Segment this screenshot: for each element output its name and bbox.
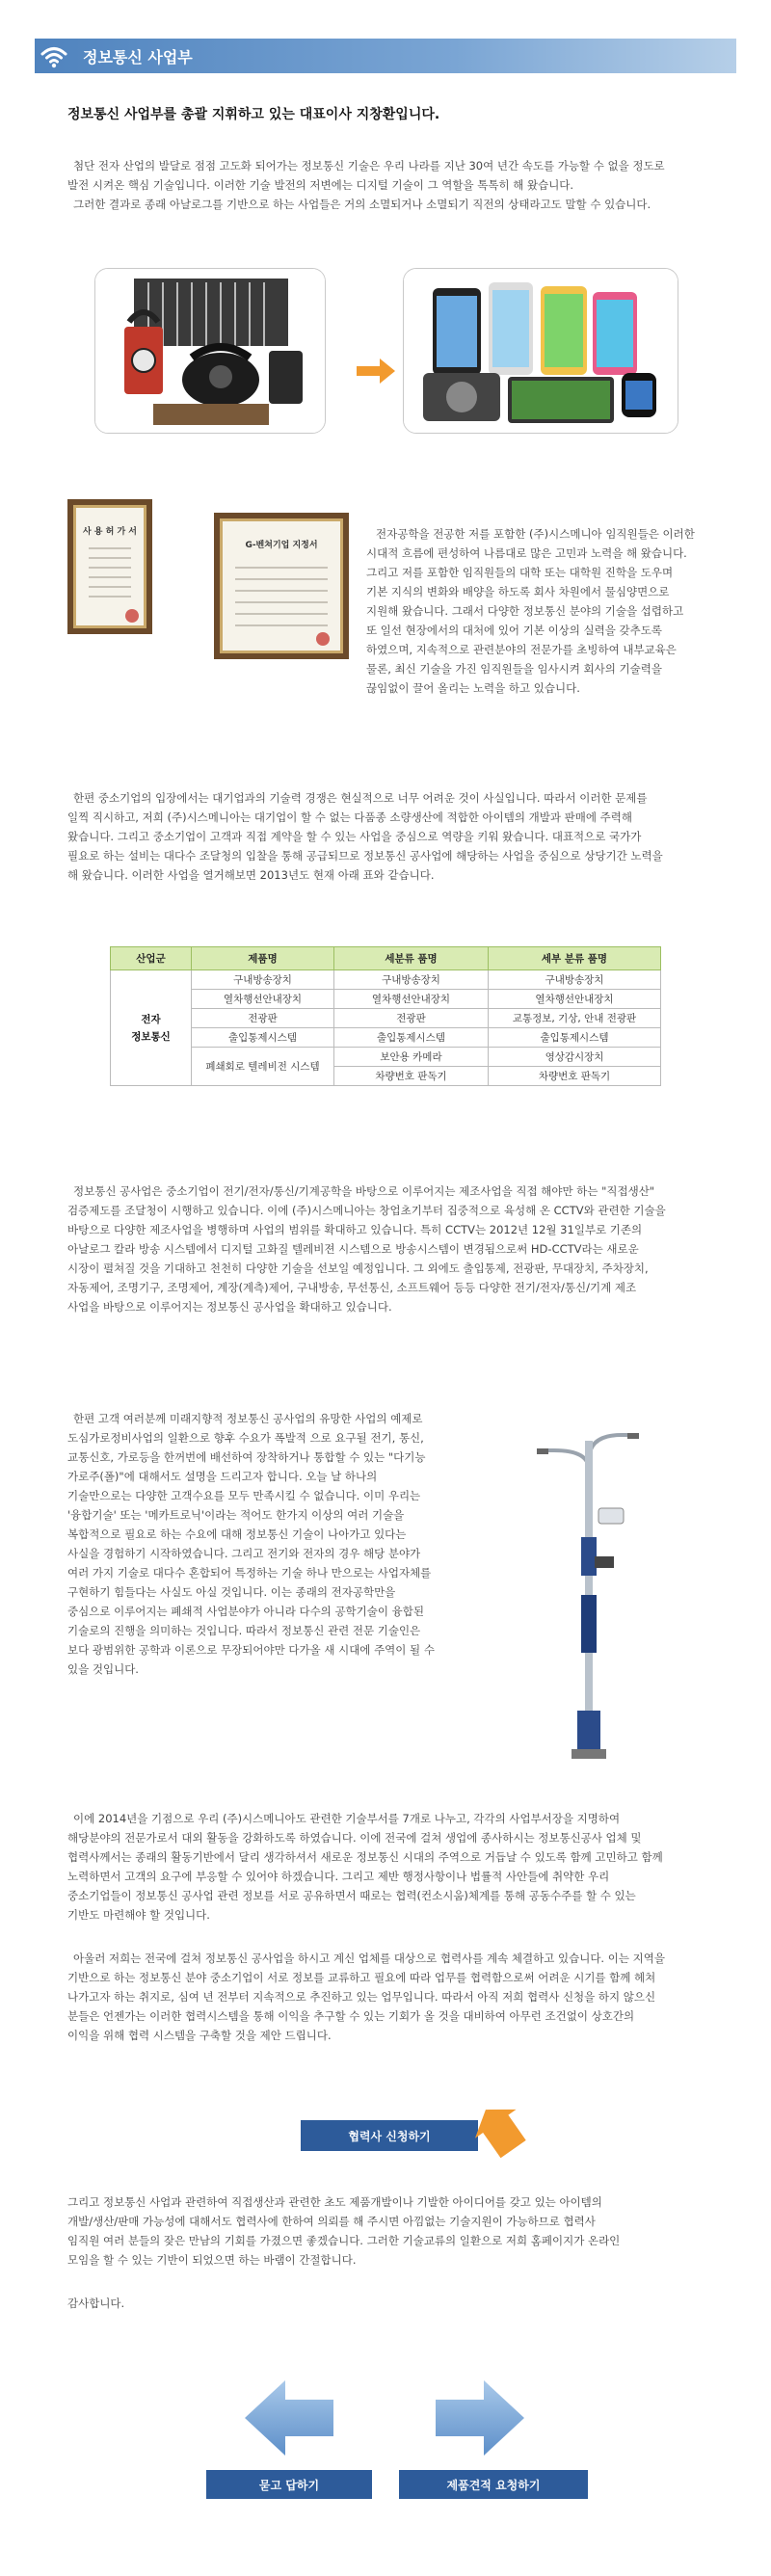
wifi-icon	[35, 39, 73, 73]
multifunction-pole-paragraph	[67, 1409, 536, 1679]
text-line: 나가고자 하는 취지로, 심여 년 전부터 지속적으로 추진하고 있는 업무입니다. 따라서 아직 저희 협력사 신청을 하지 않으신	[67, 1990, 656, 2004]
text-line: 또 일선 현장에서의 대처에 있어 기본 이상의 실력을 갖추도록	[366, 624, 662, 637]
text-line: 분들은 언젠가는 이러한 협력시스템을 통해 이익을 추구할 수 있는 기회가 올 것을 대비하여 아무런 조건없이 상호간의	[67, 2009, 635, 2023]
text-line: 보다 광범위한 공학과 이론으로 무장되어야만 다가올 새 시대에 주역이 될 수	[67, 1643, 435, 1657]
text-line: 끊임없이 끌어 올리는 노력을 하고 있습니다.	[366, 681, 580, 695]
table-cell: 차량번호 판독기	[489, 1067, 661, 1086]
table-header: 산업군	[111, 947, 192, 970]
text-line: 한편 중소기업의 입장에서는 대기업과의 기술력 경쟁은 현실적으로 너무 어려운 것이 사실입니다. 따라서 이러한 문제를	[73, 791, 648, 805]
text-line: 시대적 흐름에 편성하여 나름대로 많은 고민과 노력을 해 왔습니다.	[366, 546, 687, 560]
table-cell: 전광판	[334, 1009, 489, 1028]
table-cell: 폐쇄회로 텔레비전 시스템	[192, 1048, 334, 1086]
intro-line: 그러한 결과로 종래 아날로그를 기반으로 하는 사업들은 거의 소멸되거나 소멸되기 직전의 상태라고도 말할 수 있습니다.	[73, 198, 651, 211]
table-cell: 교통정보, 기상, 안내 전광판	[489, 1009, 661, 1028]
table-cell: 전광판	[192, 1009, 334, 1028]
partner-paragraph	[67, 1949, 704, 2045]
text-line: 가로주(폴)"에 대해서도 설명을 드리고자 합니다. 오늘 날 하나의	[67, 1470, 378, 1483]
table-row	[111, 1048, 661, 1067]
stamp-icon	[316, 632, 330, 646]
closing-paragraph	[67, 2192, 704, 2270]
table-header: 세분류 품명	[334, 947, 489, 970]
text-line: 해 왔습니다. 이러한 사업을 열거해보면 2013년도 현재 아래 표와 같습니다.	[67, 868, 435, 882]
text-line: 자동제어, 조명기구, 조명제어, 계장(계측)제어, 구내방송, 무선통신, 소프트웨어 등등 다양한 전기/전자/통신/기계 제조	[67, 1281, 637, 1294]
table-category-cell: 전자 정보통신	[111, 970, 192, 1086]
table-row	[111, 970, 661, 990]
table-cell: 보안용 카메라	[334, 1048, 489, 1067]
stamp-icon	[125, 609, 139, 623]
text-line: 일찍 직시하고, 저희 (주)시스메니아는 대기업이 할 수 없는 다품종 소량생산에 적합한 아이템의 개발과 판매에 주력해	[67, 810, 632, 824]
table-cell: 구내방송장치	[192, 970, 334, 990]
sme-paragraph	[67, 788, 704, 885]
text-line: 아날로그 칼라 방송 시스템에서 디지털 고화질 텔레비젼 시스템으로 방송시스템이 변경됨으로써 HD-CCTV라는 새로운	[67, 1242, 639, 1256]
text-line: 교통신호, 가로등을 한꺼번에 배선하여 장착하거나 통합할 수 있는 "다기능	[67, 1450, 426, 1464]
text-line: 정보통신 공사업은 중소기업이 전기/전자/통신/기계공학을 바탕으로 이루어지는 제조사업을 직접 해야만 하는 "직접생산"	[73, 1184, 655, 1198]
text-line: 검증제도를 조달청이 시행하고 있습니다. 이에 (주)시스메니아는 창업초기부터 집중적으로 육성해 온 CCTV와 관련한 기술을	[67, 1204, 666, 1217]
text-line: 해당분야의 전문가로서 대외 활동을 강화하도록 하였습니다. 이에 전국에 걸쳐 생업에 종사하시는 정보통신공사 업체 및	[67, 1831, 642, 1845]
text-line: 필요로 하는 설비는 대다수 조달청의 입찰을 통해 공급되므로 정보통신 공사업에 해당하는 사업을 중심으로 상당기간 노력을	[67, 849, 663, 863]
multifunction-pole-image	[535, 1421, 641, 1768]
text-line: 아울러 저희는 전국에 걸쳐 정보통신 공사업을 하시고 계신 업체를 대상으로 협력사를 계속 체결하고 있습니다. 이는 지역을	[73, 1952, 665, 1965]
table-cell: 열차행선안내장치	[489, 990, 661, 1009]
text-line: 기술만으로는 다양한 고객수요를 모두 만족시킬 수 없습니다. 이미 우리는	[67, 1489, 421, 1502]
text-line: '융합기술' 또는 '메카트로닉'이라는 적어도 한가지 이상의 여러 기술을	[67, 1508, 405, 1522]
certificate-title: G-벤쳐기업 지정서	[245, 541, 318, 550]
product-table	[110, 946, 661, 1086]
telecom-paragraph	[67, 1182, 704, 1316]
text-line: 모임을 할 수 있는 기반이 되었으면 하는 바램이 간절합니다.	[67, 2253, 357, 2267]
table-cell: 열차행선안내장치	[192, 990, 334, 1009]
text-line: 이에 2014년을 기점으로 우리 (주)시스메니아도 관련한 기술부서를 7개로 나누고, 각각의 사업부서장을 지명하여	[73, 1812, 621, 1825]
table-cell: 구내방송장치	[489, 970, 661, 990]
text-line: 사실을 경험하기 시작하였습니다. 그리고 전기와 전자의 경우 해당 분야가	[67, 1547, 421, 1560]
text-line: 노력하면서 고객의 요구에 부응할 수 있어야 하겠습니다. 그리고 제반 행정사항이나 법률적 사안들에 취약한 우리	[67, 1870, 610, 1883]
text-line: 도심가로정비사업의 일환으로 향후 수요가 폭발적 으로 요구될 전기, 통신,	[67, 1431, 424, 1445]
expertise-paragraph	[366, 524, 704, 698]
page-title: 정보통신 사업부	[83, 47, 193, 66]
intro-line: 발전 시켜온 핵심 기술입니다. 이러한 기술 발전의 저변에는 디지털 기술이 그 역할을 톡톡히 해 왔습니다.	[67, 178, 574, 192]
table-row	[111, 990, 661, 1009]
text-line: 중심으로 이루어지는 폐쇄적 사업분야가 아니라 다수의 공학기술이 융합된	[67, 1605, 424, 1618]
text-line: 개발/생산/판매 가능성에 대해서도 협력사에 한하여 의뢰를 해 주시면 아낌없는 기술지원이 가능하므로 협력사	[67, 2215, 596, 2228]
table-cell: 출입통제시스템	[489, 1028, 661, 1048]
text-line: 한편 고객 여러분께 미래지향적 정보통신 공사업의 유망한 사업의 예제로	[73, 1412, 423, 1425]
table-cell: 출입통제시스템	[192, 1028, 334, 1048]
text-line: 임직원 여러 분들의 잦은 만남의 기회를 가졌으면 좋겠습니다. 그러한 기술교류의 일환으로 저희 홈페이지가 온라인	[67, 2234, 621, 2247]
text-line: 복합적으로 필요로 하는 수요에 대해 정보통신 기술이 나아가고 있다는	[67, 1527, 407, 1541]
text-line: 바탕으로 다양한 제조사업을 병행하며 사업의 범위를 확대하고 있습니다. 특히 CCTV는 2012년 12월 31일부로 기존의	[67, 1223, 643, 1236]
section-header	[35, 39, 736, 73]
text-line: 그리고 정보통신 사업과 관련하여 직접생산과 관련한 초도 제품개발이나 기발한 아이디어를 갖고 있는 아이템의	[67, 2195, 602, 2209]
text-line: 기반도 마련해야 할 것입니다.	[67, 1908, 210, 1922]
text-line: 왔습니다. 그리고 중소기업이 고객과 직접 계약을 할 수 있는 사업을 중심으로 역량을 키워 왔습니다. 대표적으로 국가가	[67, 830, 642, 843]
text-line: 있을 것입니다.	[67, 1662, 139, 1676]
thanks-text: 감사합니다.	[67, 2297, 125, 2310]
text-line: 전자공학을 전공한 저를 포함한 (주)시스메니아 임직원들은 이러한	[376, 527, 695, 541]
intro-line: 첨단 전자 산업의 발달로 점점 고도화 되어가는 정보통신 기술은 우리 나라를 지난 30여 년간 속도를 가능할 수 없을 정도로	[73, 159, 665, 173]
table-cell: 영상감시장치	[489, 1048, 661, 1067]
text-line: 중소기업들이 정보통신 공사업 관련 정보를 서로 공유하면서 때로는 협력(컨소시움)체계를 통해 공동수주를 할 수 있는	[67, 1889, 636, 1902]
table-row	[111, 1009, 661, 1028]
text-line: 물론, 최신 기술을 가진 임직원들을 임사시켜 회사의 기술력을	[366, 662, 662, 676]
partner-apply-button[interactable]: 협력사 신청하기	[301, 2120, 478, 2151]
right-arrow-icon[interactable]	[434, 2378, 526, 2457]
lead-heading: 정보통신 사업부를 총괄 지휘하고 있는 대표이사 지창환입니다.	[67, 107, 440, 122]
text-line: 사업을 바탕으로 이루어지는 정보통신 공사업을 확대하고 있습니다.	[67, 1300, 392, 1314]
table-row	[111, 1028, 661, 1048]
text-line: 기반으로 하는 정보통신 분야 중소기업이 서로 정보를 교류하고 필요에 따라 업무를 협력함으로써 어려운 시기를 함께 헤쳐	[67, 1971, 656, 1984]
pointer-arrow-icon	[472, 2103, 530, 2159]
text-line: 협력사께서는 종래의 활동기반에서 달리 생각하셔서 새로운 정보통신 시대의 주역으로 거듭날 수 있도록 함께 고민하고 함께	[67, 1850, 663, 1864]
text-line: 구현하기 힘들다는 사실도 아실 것입니다. 이는 종래의 전자공학만을	[67, 1585, 396, 1599]
arrow-right-icon	[355, 357, 397, 385]
text-line: 시장이 펼쳐질 것을 기대하고 천천히 다양한 기술을 선보일 예정입니다. 그 외에도 출입통제, 전광판, 무대장치, 주차장치,	[67, 1261, 649, 1275]
text-line: 여러 가지 기술로 대다수 혼합되어 특정하는 기술 하나 만으로는 사업자체를	[67, 1566, 432, 1580]
table-cell: 출입통제시스템	[334, 1028, 489, 1048]
text-line: 기본 지식의 변화와 배양을 하도록 회사 차원에서 물심양면으로	[366, 585, 670, 598]
text-line: 그리고 저를 포함한 임직원들의 대학 또는 대학원 진학을 도우며	[366, 566, 674, 579]
usage-permit-certificate	[67, 499, 152, 634]
analog-devices-image	[94, 268, 326, 434]
text-line: 하였으며, 지속적으로 관련분야의 전문가를 초빙하여 내부교육은	[366, 643, 677, 656]
qna-button[interactable]: 묻고 답하기	[206, 2470, 372, 2499]
text-line: 지원해 왔습니다. 그래서 다양한 정보통신 분야의 기술을 섭렵하고	[366, 604, 684, 618]
text-line: 기술로의 진행을 의미하는 것입니다. 따라서 정보통신 관련 전문 기술인은	[67, 1624, 421, 1637]
table-cell: 열차행선안내장치	[334, 990, 489, 1009]
intro-paragraph	[67, 156, 704, 214]
venture-certificate	[214, 513, 349, 659]
text-line: 이익을 위해 협력 시스템을 구축할 것을 제안 드립니다.	[67, 2029, 332, 2042]
table-cell: 차량번호 판독기	[334, 1067, 489, 1086]
table-header: 세부 분류 품명	[489, 947, 661, 970]
digital-devices-image	[403, 268, 678, 434]
quote-request-button[interactable]: 제품견적 요청하기	[399, 2470, 588, 2499]
cooperation-paragraph	[67, 1809, 704, 1925]
left-arrow-icon[interactable]	[243, 2378, 335, 2457]
table-header: 제품명	[192, 947, 334, 970]
certificate-title: 사 용 허 가 서	[82, 527, 137, 537]
table-cell: 구내방송장치	[334, 970, 489, 990]
